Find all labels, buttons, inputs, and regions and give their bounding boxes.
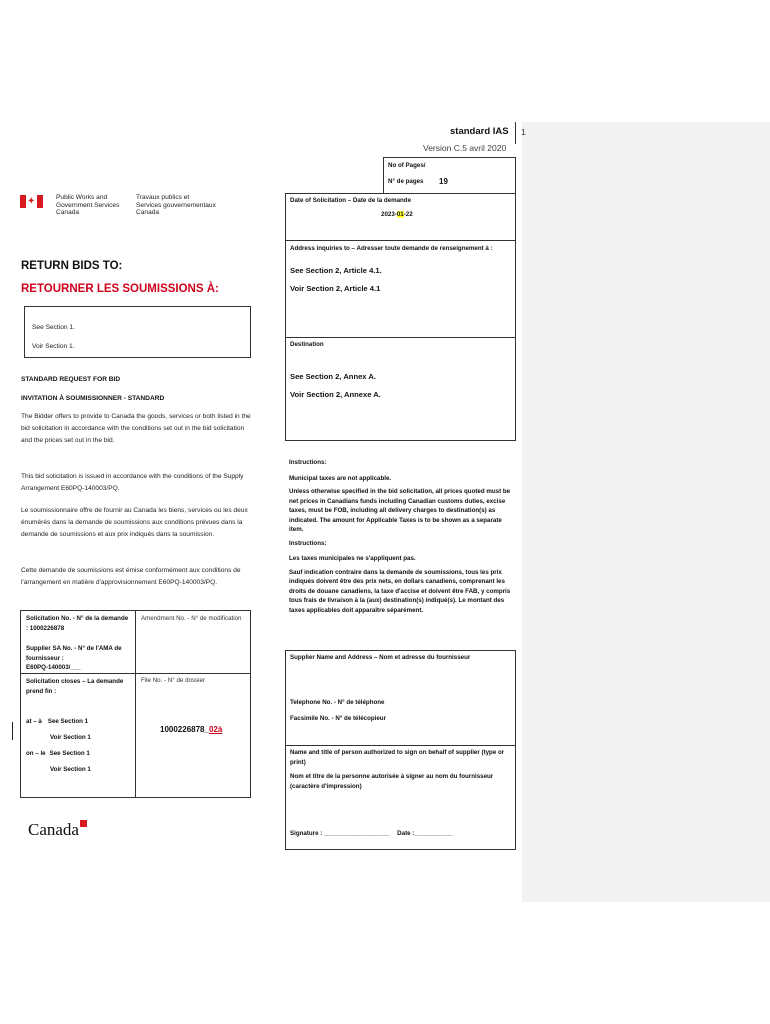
instructions-label: Instructions:: [289, 539, 327, 547]
amendment-number: Amendment No. - N° de modification: [141, 615, 242, 622]
bidder-offer-paragraph: The Bidder offers to provide to Canada the goods, services or both listed in the bid solicitation in accordance with the conditions set out in the bid solicitation and the prices set out in the bid.: [21, 413, 251, 444]
wordmark-flag-icon: [80, 820, 87, 827]
supply-arrangement-paragraph: This bid solicitation is issued in accordance with the conditions of the Supply Arrangement E60PQ-140003/PQ.: [21, 473, 244, 492]
date-label: Date of Solicitation – Date de la demande: [290, 197, 412, 204]
date-value: 2023-01-22: [381, 211, 413, 218]
divider: [286, 240, 515, 241]
return-address-en: See Section 1.: [32, 324, 75, 331]
divider: [286, 337, 515, 338]
arrangement-paragraph: Cette demande de soumissions est émise conformément aux conditions de l'arrangement en matière d'approvisionnement E60PQ-140003/PQ.: [21, 567, 241, 586]
return-address-box: [24, 306, 251, 358]
comment-pane: [522, 122, 770, 902]
version-date: avril 2020: [469, 143, 507, 153]
canada-wordmark: Canada: [28, 820, 87, 840]
gov-en-line: Government Services: [56, 201, 120, 209]
gov-fr-line: Canada: [136, 209, 160, 216]
supplier-box: [285, 650, 516, 850]
supplier-sa-value[interactable]: E60PQ-140003/___: [26, 664, 81, 671]
address-label: Address inquiries to – Adresser toute demande de renseignement à :: [290, 245, 493, 252]
solicitation-closes-label: Solicitation closes – La demande prend fin :: [26, 678, 124, 695]
closes-on-fr: Voir Section 1: [50, 766, 91, 773]
address-en: See Section 2, Article 4.1.: [290, 266, 382, 275]
page-number: 1: [521, 127, 526, 137]
gov-name-en: [56, 194, 119, 217]
gov-fr-line: Travaux publics et: [136, 194, 190, 201]
header-divider: [515, 122, 516, 144]
divider: [135, 611, 136, 673]
solicitation-table: [20, 610, 251, 798]
pages-box: [383, 157, 516, 194]
authorized-name-fr[interactable]: Nom et titre de la personne autorisée à signer au nom du fournisseur (caractère d'impression): [290, 773, 494, 790]
gov-en-line: Public Works and: [56, 194, 108, 201]
return-bids-heading-fr: RETOURNER LES SOUMISSIONS À:: [21, 283, 219, 295]
standard-request-heading: STANDARD REQUEST FOR BID: [21, 376, 121, 383]
closes-at-fr: Voir Section 1: [50, 734, 91, 741]
file-number-value: 1000226878_02à: [160, 725, 223, 734]
info-box: [285, 193, 516, 441]
destination-en: See Section 2, Annex A.: [290, 372, 376, 381]
divider: [135, 673, 136, 798]
address-fr: Voir Section 2, Article 4.1: [290, 284, 381, 293]
offre-paragraph: Le soumissionnaire offre de fournir au Canada les biens, services ou les deux énumérés dans la demande de soumissions aux conditions prévues dans la demande de soumissions et aux prix indiqués dans la soumission.: [21, 507, 248, 538]
document-title: standard IAS: [450, 126, 509, 137]
instructions-block: [289, 458, 514, 615]
destination-label: Destination: [290, 341, 324, 348]
file-number-label: File No. - N° de dossier: [141, 677, 206, 684]
destination-fr: Voir Section 2, Annexe A.: [290, 390, 381, 399]
solicitation-number: Solicitation No. - N° de la demande : 1000226878: [26, 615, 129, 632]
instructions-text: Les taxes municipales ne s'appliquent pas.: [289, 555, 416, 562]
supplier-label[interactable]: Supplier Name and Address – Nom et adresse du fournisseur: [290, 654, 471, 661]
version-label: [423, 143, 506, 153]
authorized-name-en[interactable]: Name and title of person authorized to sign on behalf of supplier (type or print): [290, 749, 505, 766]
pages-label: No of Pages/: [388, 162, 426, 169]
telephone-field[interactable]: Telephone No. - N° de téléphone: [290, 699, 385, 706]
text-cursor: [12, 722, 13, 740]
version-number: Version C.5: [423, 143, 467, 153]
signature-date-field[interactable]: Date :___________: [397, 830, 453, 837]
instructions-text: Sauf indication contraire dans la demande de soumissions, tous les prix indiqués doivent être des prix nets, en dollars canadiens, comprenant les droits de douane canadiens, la taxe d'accise et doivent être FAB, y compris tous frais de livraison à la (aux) destination(s) indiqué(s). Le montant des taxes applicables doit apparaître séparément.: [289, 568, 511, 614]
instructions-text: Unless otherwise specified in the bid solicitation, all prices quoted must be net prices in Canadians funds including Canadian customs duties, excise taxes, must be FOB, including all delivery charges to destination(s) as indicated. The amount for Applicable Taxes is to be shown as a separate item.: [289, 488, 511, 533]
gov-name-fr: [136, 194, 216, 217]
pages-label-fr: N° de pages: [388, 178, 424, 185]
pages-value: 19: [439, 177, 448, 186]
return-bids-heading-en: RETURN BIDS TO:: [21, 260, 123, 272]
instructions-label: Instructions:: [289, 459, 327, 466]
gov-en-line: Canada: [56, 209, 80, 216]
closes-on-row: on – le See Section 1: [26, 750, 90, 757]
signature-row[interactable]: [290, 830, 452, 837]
gov-fr-line: Services gouvernementaux: [136, 201, 216, 209]
supplier-sa-label: Supplier SA No. - N° de l'AMA de fournisseur :: [26, 645, 122, 662]
signature-field[interactable]: Signature : ___________________: [290, 830, 390, 837]
canada-flag-icon: ✦: [20, 195, 50, 208]
divider: [286, 745, 515, 746]
instructions-text: Municipal taxes are not applicable.: [289, 474, 392, 482]
facsimile-field[interactable]: Facsimile No. - N° de télécopieur: [290, 715, 386, 722]
closes-at-row: at – à See Section 1: [26, 718, 89, 725]
divider: [21, 673, 250, 674]
return-address-fr: Voir Section 1.: [32, 343, 75, 350]
invitation-heading: INVITATION À SOUMISSIONNER - STANDARD: [21, 395, 165, 402]
